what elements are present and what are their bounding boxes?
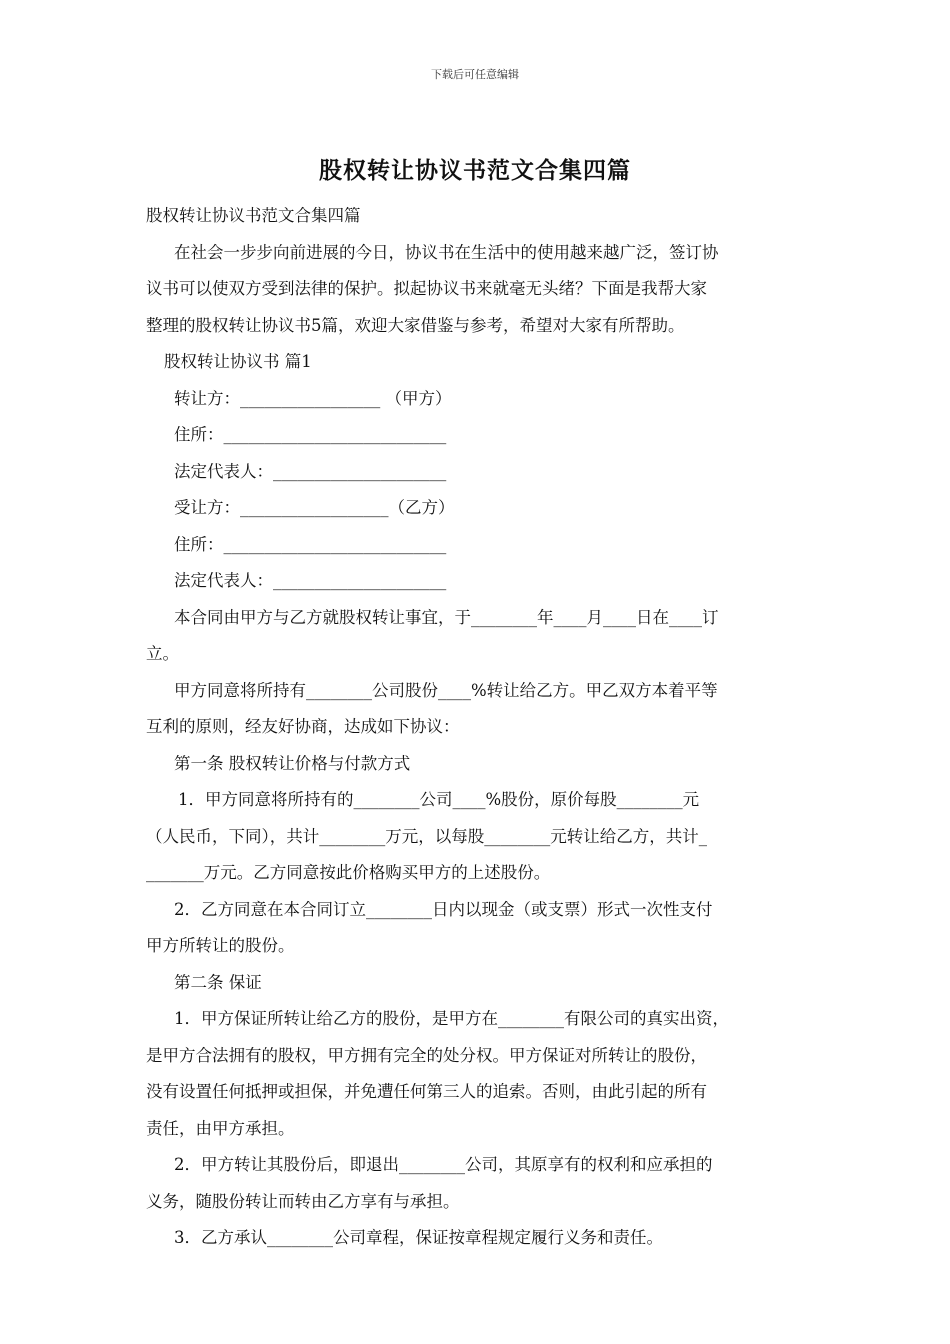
text-line: 股权转让协议书 篇1: [164, 352, 312, 371]
text-line: 转让方：_________________ （甲方）: [174, 388, 452, 408]
text-line: 住所：___________________________: [174, 534, 447, 554]
text-line: 1．甲方同意将所持有的________公司____%股份，原价每股________元: [178, 790, 700, 809]
text-line: （人民币，下同），共计________万元，以每股________元转让给乙方，共计_: [146, 826, 707, 846]
text-line: _______万元。乙方同意按此价格购买甲方的上述股份。: [146, 863, 551, 882]
text-line: 股权转让协议书范文合集四篇: [146, 206, 361, 225]
text-line: 甲方同意将所持有________公司股份____%转让给乙方。甲乙双方本着平等: [174, 680, 718, 700]
text-line: 互利的原则，经友好协商，达成如下协议：: [146, 717, 460, 736]
text-line: 本合同由甲方与乙方就股权转让事宜，于________年____月____日在____订: [174, 607, 719, 627]
text-line: 在社会一步步向前进展的今日，协议书在生活中的使用越来越广泛，签订协: [174, 242, 719, 262]
document-title: 股权转让协议书范文合集四篇: [319, 157, 631, 184]
text-line: 3．乙方承认________公司章程，保证按章程规定履行义务和责任。: [174, 1228, 663, 1247]
document-body: [146, 198, 808, 1257]
text-line: 议书可以使双方受到法律的保护。拟起协议书来就毫无头绪？下面是我帮大家: [146, 279, 707, 298]
text-line: 义务，随股份转让而转由乙方享有与承担。: [146, 1191, 460, 1211]
text-line: 受让方：__________________（乙方）: [174, 498, 455, 517]
text-line: 住所：___________________________: [174, 425, 447, 444]
text-line: 第一条 股权转让价格与付款方式: [174, 753, 411, 773]
text-line: 法定代表人：_____________________: [174, 571, 447, 590]
text-line: 第二条 保证: [174, 972, 262, 992]
text-line: 整理的股权转让协议书5篇，欢迎大家借鉴与参考，希望对大家有所帮助。: [146, 315, 685, 335]
text-line: 1．甲方保证所转让给乙方的股份，是甲方在________有限公司的真实出资，: [174, 1009, 729, 1028]
text-line: 责任，由甲方承担。: [146, 1118, 295, 1138]
text-line: 2．乙方同意在本合同订立________日内以现金（或支票）形式一次性支付: [174, 899, 713, 919]
text-line: 立。: [146, 644, 179, 663]
text-line: 法定代表人：_____________________: [174, 461, 447, 481]
text-line: 2．甲方转让其股份后，即退出________公司，其原享有的权利和应承担的: [174, 1155, 713, 1174]
text-line: 没有设置任何抵押或担保，并免遭任何第三人的追索。否则，由此引起的所有: [146, 1082, 707, 1101]
page-header-note: 下载后可任意编辑: [431, 68, 519, 81]
text-line: 是甲方合法拥有的股权，甲方拥有完全的处分权。甲方保证对所转让的股份，: [146, 1045, 707, 1065]
text-line: 甲方所转让的股份。: [146, 936, 295, 955]
